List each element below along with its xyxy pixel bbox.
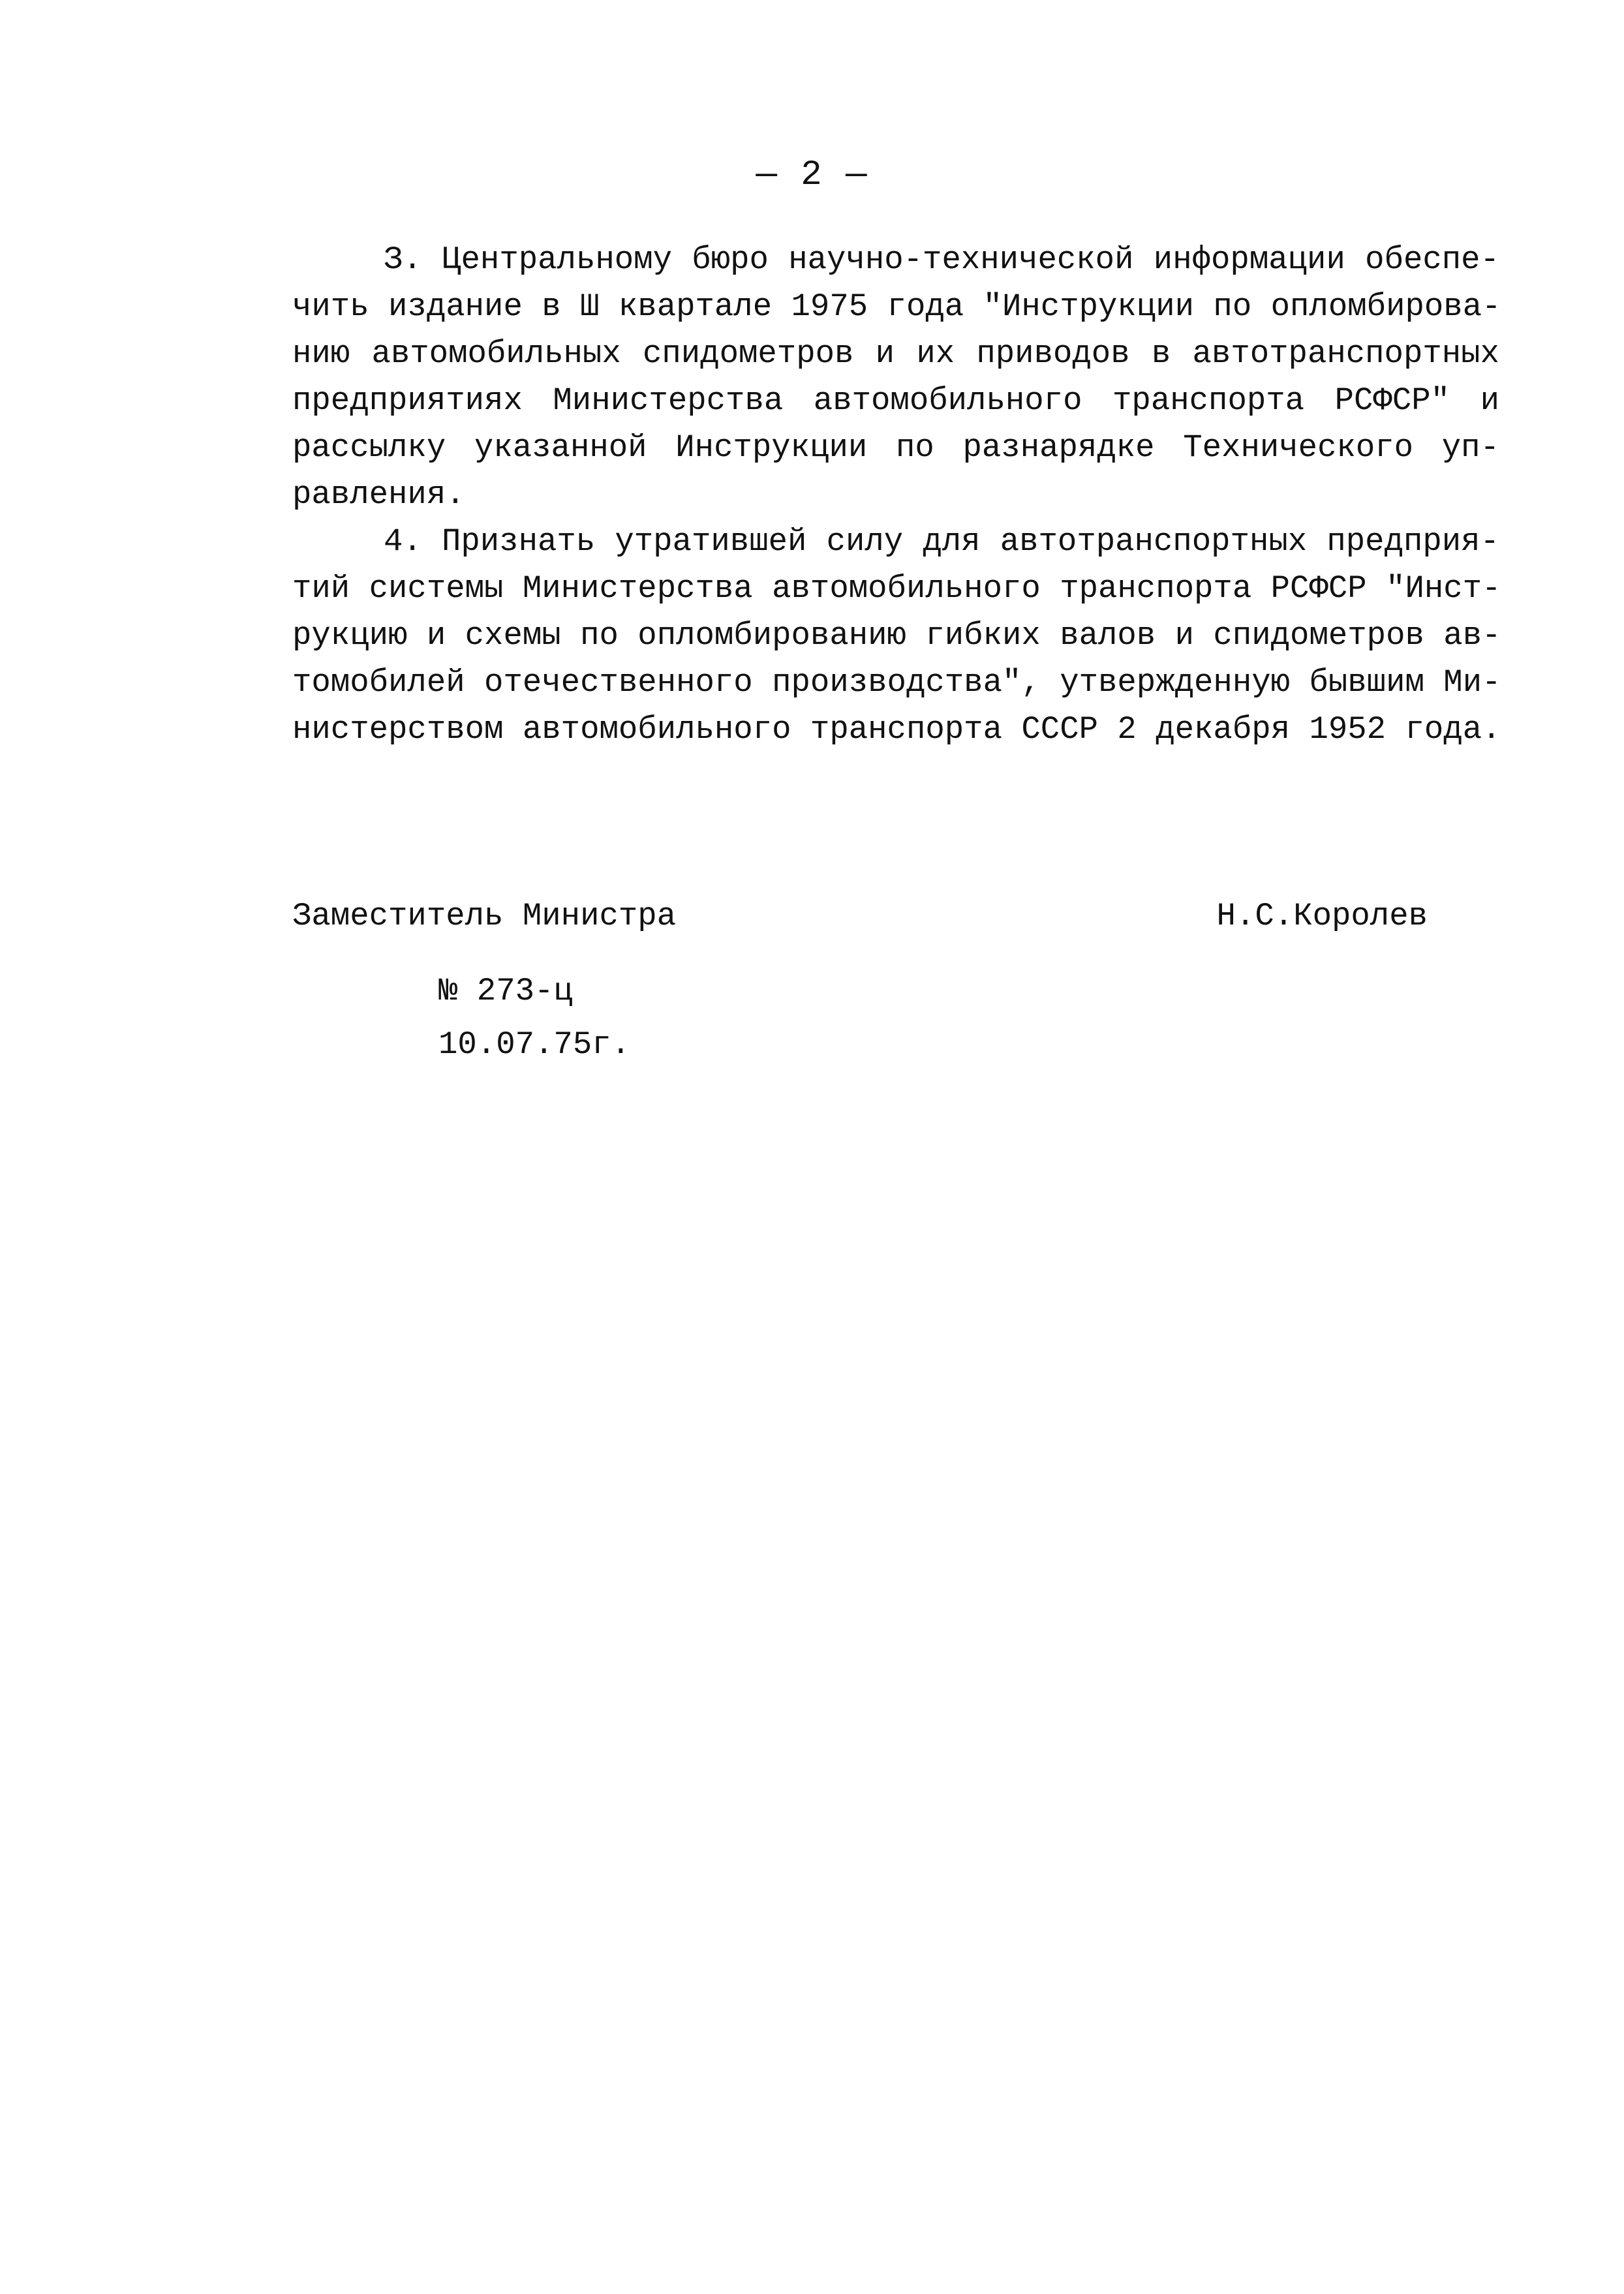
document-reference <box>438 964 630 1071</box>
paragraph-line: нию автомобильных спидометров и их приводов в автотранспортных <box>292 335 1499 372</box>
paragraph-line: 4. Признать утратившей силу для автотранспортных предприя- <box>384 523 1499 560</box>
paragraph-line: З. Центральному бюро научно-технической информации обеспе- <box>384 241 1499 278</box>
page-number: — 2 — <box>756 155 868 195</box>
signer-name: Н.С.Королев <box>1216 898 1428 934</box>
paragraph-line: нистерством автомобильного транспорта СССР 2 декабря 1952 года. <box>292 711 1501 748</box>
paragraph-line: томобилей отечественного производства", утвержденную бывшим Ми- <box>292 664 1501 701</box>
document-number: № 273-ц <box>438 973 573 1009</box>
paragraph-3 <box>292 236 1499 518</box>
signature-block <box>292 893 1428 940</box>
paragraph-line: рассылку указанной Инструкции по разнарядке Технического уп- <box>292 429 1499 466</box>
paragraph-4 <box>292 518 1499 753</box>
paragraph-line: тий системы Министерства автомобильного транспорта РСФСР "Инст- <box>292 570 1501 607</box>
body-text <box>292 236 1499 753</box>
paragraph-line: рукцию и схемы по опломбированию гибких валов и спидометров ав- <box>292 617 1501 654</box>
paragraph-line: равления. <box>292 476 465 513</box>
paragraph-line: чить издание в Ш квартале 1975 года "Инструкции по опломбирова- <box>292 288 1501 325</box>
document-date: 10.07.75г. <box>438 1026 631 1063</box>
paragraph-line: предприятиях Министерства автомобильного транспорта РСФСР" и <box>292 382 1499 419</box>
signer-position: Заместитель Министра <box>292 898 677 934</box>
